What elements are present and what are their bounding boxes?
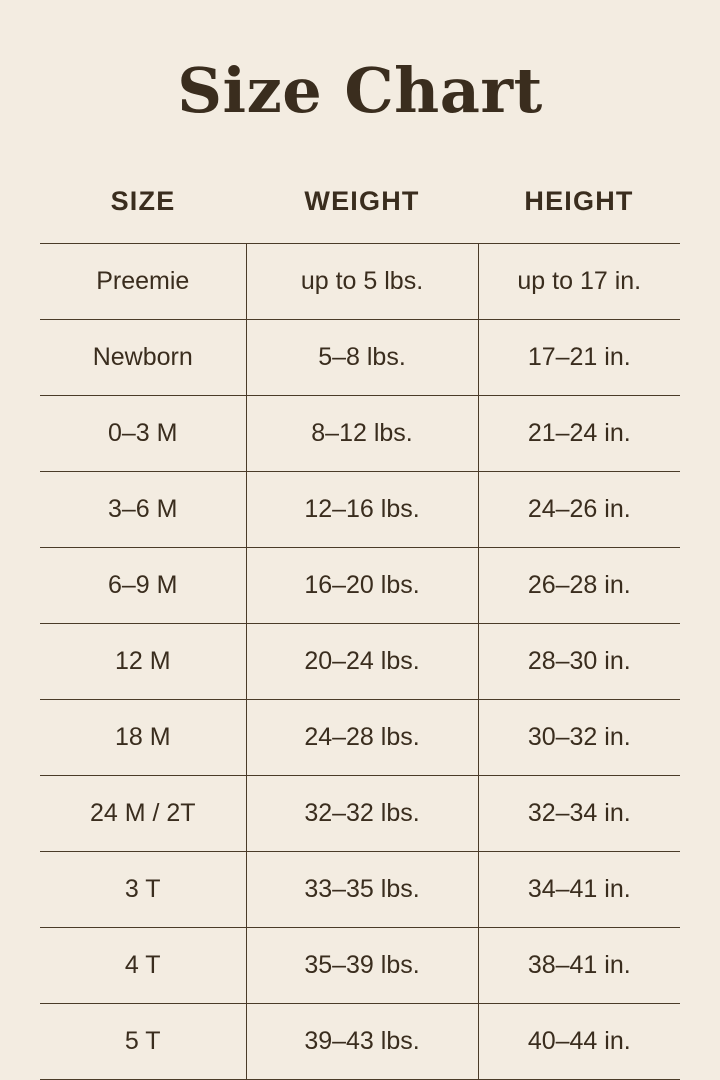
cell-size: Newborn xyxy=(40,320,246,396)
cell-size: Preemie xyxy=(40,244,246,320)
table-row xyxy=(40,928,680,1004)
cell-weight: 16–20 lbs. xyxy=(246,548,478,624)
size-chart-table-wrapper xyxy=(40,186,680,1080)
cell-weight: 33–35 lbs. xyxy=(246,852,478,928)
cell-size: 3 T xyxy=(40,852,246,928)
table-header xyxy=(40,186,680,244)
cell-height: 21–24 in. xyxy=(478,396,680,472)
table-row xyxy=(40,624,680,700)
cell-weight: 12–16 lbs. xyxy=(246,472,478,548)
cell-weight: 24–28 lbs. xyxy=(246,700,478,776)
cell-size: 24 M / 2T xyxy=(40,776,246,852)
cell-height: 28–30 in. xyxy=(478,624,680,700)
table-row xyxy=(40,776,680,852)
table-row xyxy=(40,320,680,396)
table-row xyxy=(40,396,680,472)
cell-weight: 20–24 lbs. xyxy=(246,624,478,700)
cell-height: 26–28 in. xyxy=(478,548,680,624)
column-header-height: HEIGHT xyxy=(524,186,634,216)
cell-size: 4 T xyxy=(40,928,246,1004)
table-row xyxy=(40,1004,680,1080)
cell-weight: 39–43 lbs. xyxy=(246,1004,478,1080)
cell-weight: 35–39 lbs. xyxy=(246,928,478,1004)
cell-weight: 5–8 lbs. xyxy=(246,320,478,396)
cell-size: 18 M xyxy=(40,700,246,776)
size-chart-table xyxy=(40,186,680,1080)
cell-height: 32–34 in. xyxy=(478,776,680,852)
cell-size: 3–6 M xyxy=(40,472,246,548)
cell-height: 40–44 in. xyxy=(478,1004,680,1080)
cell-height: 17–21 in. xyxy=(478,320,680,396)
table-body xyxy=(40,244,680,1080)
cell-size: 0–3 M xyxy=(40,396,246,472)
cell-height: 38–41 in. xyxy=(478,928,680,1004)
cell-height: up to 17 in. xyxy=(478,244,680,320)
cell-weight: up to 5 lbs. xyxy=(246,244,478,320)
table-row xyxy=(40,244,680,320)
table-row xyxy=(40,548,680,624)
table-row xyxy=(40,700,680,776)
table-row xyxy=(40,852,680,928)
cell-size: 6–9 M xyxy=(40,548,246,624)
column-header-size: SIZE xyxy=(110,186,176,216)
page-title: Size Chart xyxy=(177,54,543,127)
column-header-weight: WEIGHT xyxy=(304,186,420,216)
cell-height: 24–26 in. xyxy=(478,472,680,548)
table-header-row xyxy=(40,186,680,244)
cell-height: 34–41 in. xyxy=(478,852,680,928)
cell-weight: 8–12 lbs. xyxy=(246,396,478,472)
cell-size: 12 M xyxy=(40,624,246,700)
cell-weight: 32–32 lbs. xyxy=(246,776,478,852)
cell-height: 30–32 in. xyxy=(478,700,680,776)
table-row xyxy=(40,472,680,548)
cell-size: 5 T xyxy=(40,1004,246,1080)
